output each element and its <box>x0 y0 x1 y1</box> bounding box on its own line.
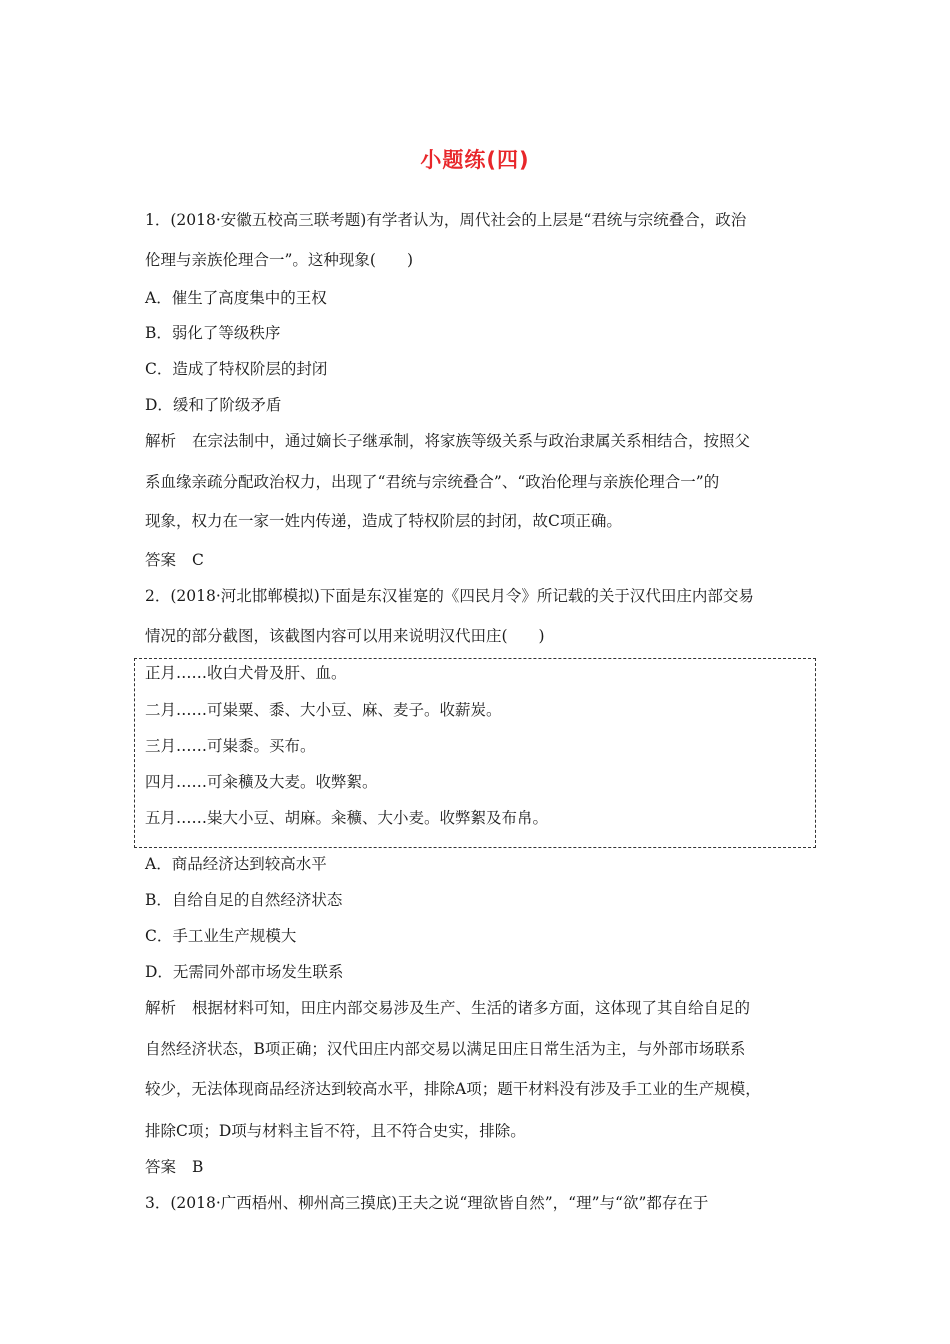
q2-analysis-label: 解析 <box>145 999 177 1017</box>
q1-analysis-line2: 系血缘亲疏分配政治权力，出现了“君统与宗统叠合”、“政治伦理与亲族伦理合一”的 <box>145 473 720 491</box>
q1-answer-value: C <box>192 551 204 569</box>
excerpt-line-1: 正月……收白犬骨及肝、血。 <box>145 664 347 682</box>
q3-stem-line1: 3．(2018·广西梧州、柳州高三摸底)王夫之说“理欲皆自然”，“理”与“欲”都存在于 <box>145 1194 709 1212</box>
q1-analysis-line3: 现象，权力在一家一姓内传递，造成了特权阶层的封闭，故C项正确。 <box>145 512 622 530</box>
q2-analysis-text1: 根据材料可知，田庄内部交易涉及生产、生活的诸多方面，这体现了其自给自足的 <box>192 999 751 1017</box>
page-title: 小题练(四) <box>420 148 530 172</box>
q1-option-a: A．催生了高度集中的王权 <box>145 289 327 307</box>
q1-option-d: D．缓和了阶级矛盾 <box>145 396 282 414</box>
excerpt-line-2: 二月……可粜粟、黍、大小豆、麻、麦子。收薪炭。 <box>145 701 502 719</box>
q1-analysis-line1 <box>145 431 750 451</box>
q2-analysis-line1 <box>145 998 750 1018</box>
q1-option-c: C．造成了特权阶层的封闭 <box>145 360 328 378</box>
q1-stem-line1: 1．(2018·安徽五校高三联考题)有学者认为，周代社会的上层是“君统与宗统叠合，政治 <box>145 211 747 229</box>
q1-option-b: B．弱化了等级秩序 <box>145 324 281 342</box>
q2-answer-label: 答案 <box>145 1158 177 1176</box>
q2-stem-line1: 2．(2018·河北邯郸模拟)下面是东汉崔寔的《四民月令》所记载的关于汉代田庄内部交易 <box>145 587 754 605</box>
q2-answer <box>145 1157 203 1177</box>
q1-stem-line2: 伦理与亲族伦理合一”。这种现象( ) <box>145 251 414 269</box>
q1-analysis-text1: 在宗法制中，通过嫡长子继承制，将家族等级关系与政治隶属关系相结合，按照父 <box>192 432 751 450</box>
q1-answer-label: 答案 <box>145 551 177 569</box>
excerpt-line-3: 三月……可粜黍。买布。 <box>145 737 316 755</box>
q1-analysis-label: 解析 <box>145 432 177 450</box>
excerpt-line-5: 五月……粜大小豆、胡麻。籴穬、大小麦。收弊絮及布帛。 <box>145 809 549 827</box>
q2-stem-line2: 情况的部分截图，该截图内容可以用来说明汉代田庄( ) <box>145 627 545 645</box>
q2-option-d: D．无需同外部市场发生联系 <box>145 963 344 981</box>
q2-analysis-line2: 自然经济状态，B项正确；汉代田庄内部交易以满足田庄日常生活为主，与外部市场联系 <box>145 1040 746 1058</box>
q2-answer-value: B <box>192 1158 204 1176</box>
q2-option-a: A．商品经济达到较高水平 <box>145 855 327 873</box>
q2-option-c: C．手工业生产规模大 <box>145 927 297 945</box>
q2-option-b: B．自给自足的自然经济状态 <box>145 891 343 909</box>
q2-analysis-line3: 较少，无法体现商品经济达到较高水平，排除A项；题干材料没有涉及手工业的生产规模， <box>145 1080 761 1098</box>
q1-answer <box>145 550 204 570</box>
q2-analysis-line4: 排除C项；D项与材料主旨不符，且不符合史实，排除。 <box>145 1122 526 1140</box>
excerpt-line-4: 四月……可籴穬及大麦。收弊絮。 <box>145 773 378 791</box>
